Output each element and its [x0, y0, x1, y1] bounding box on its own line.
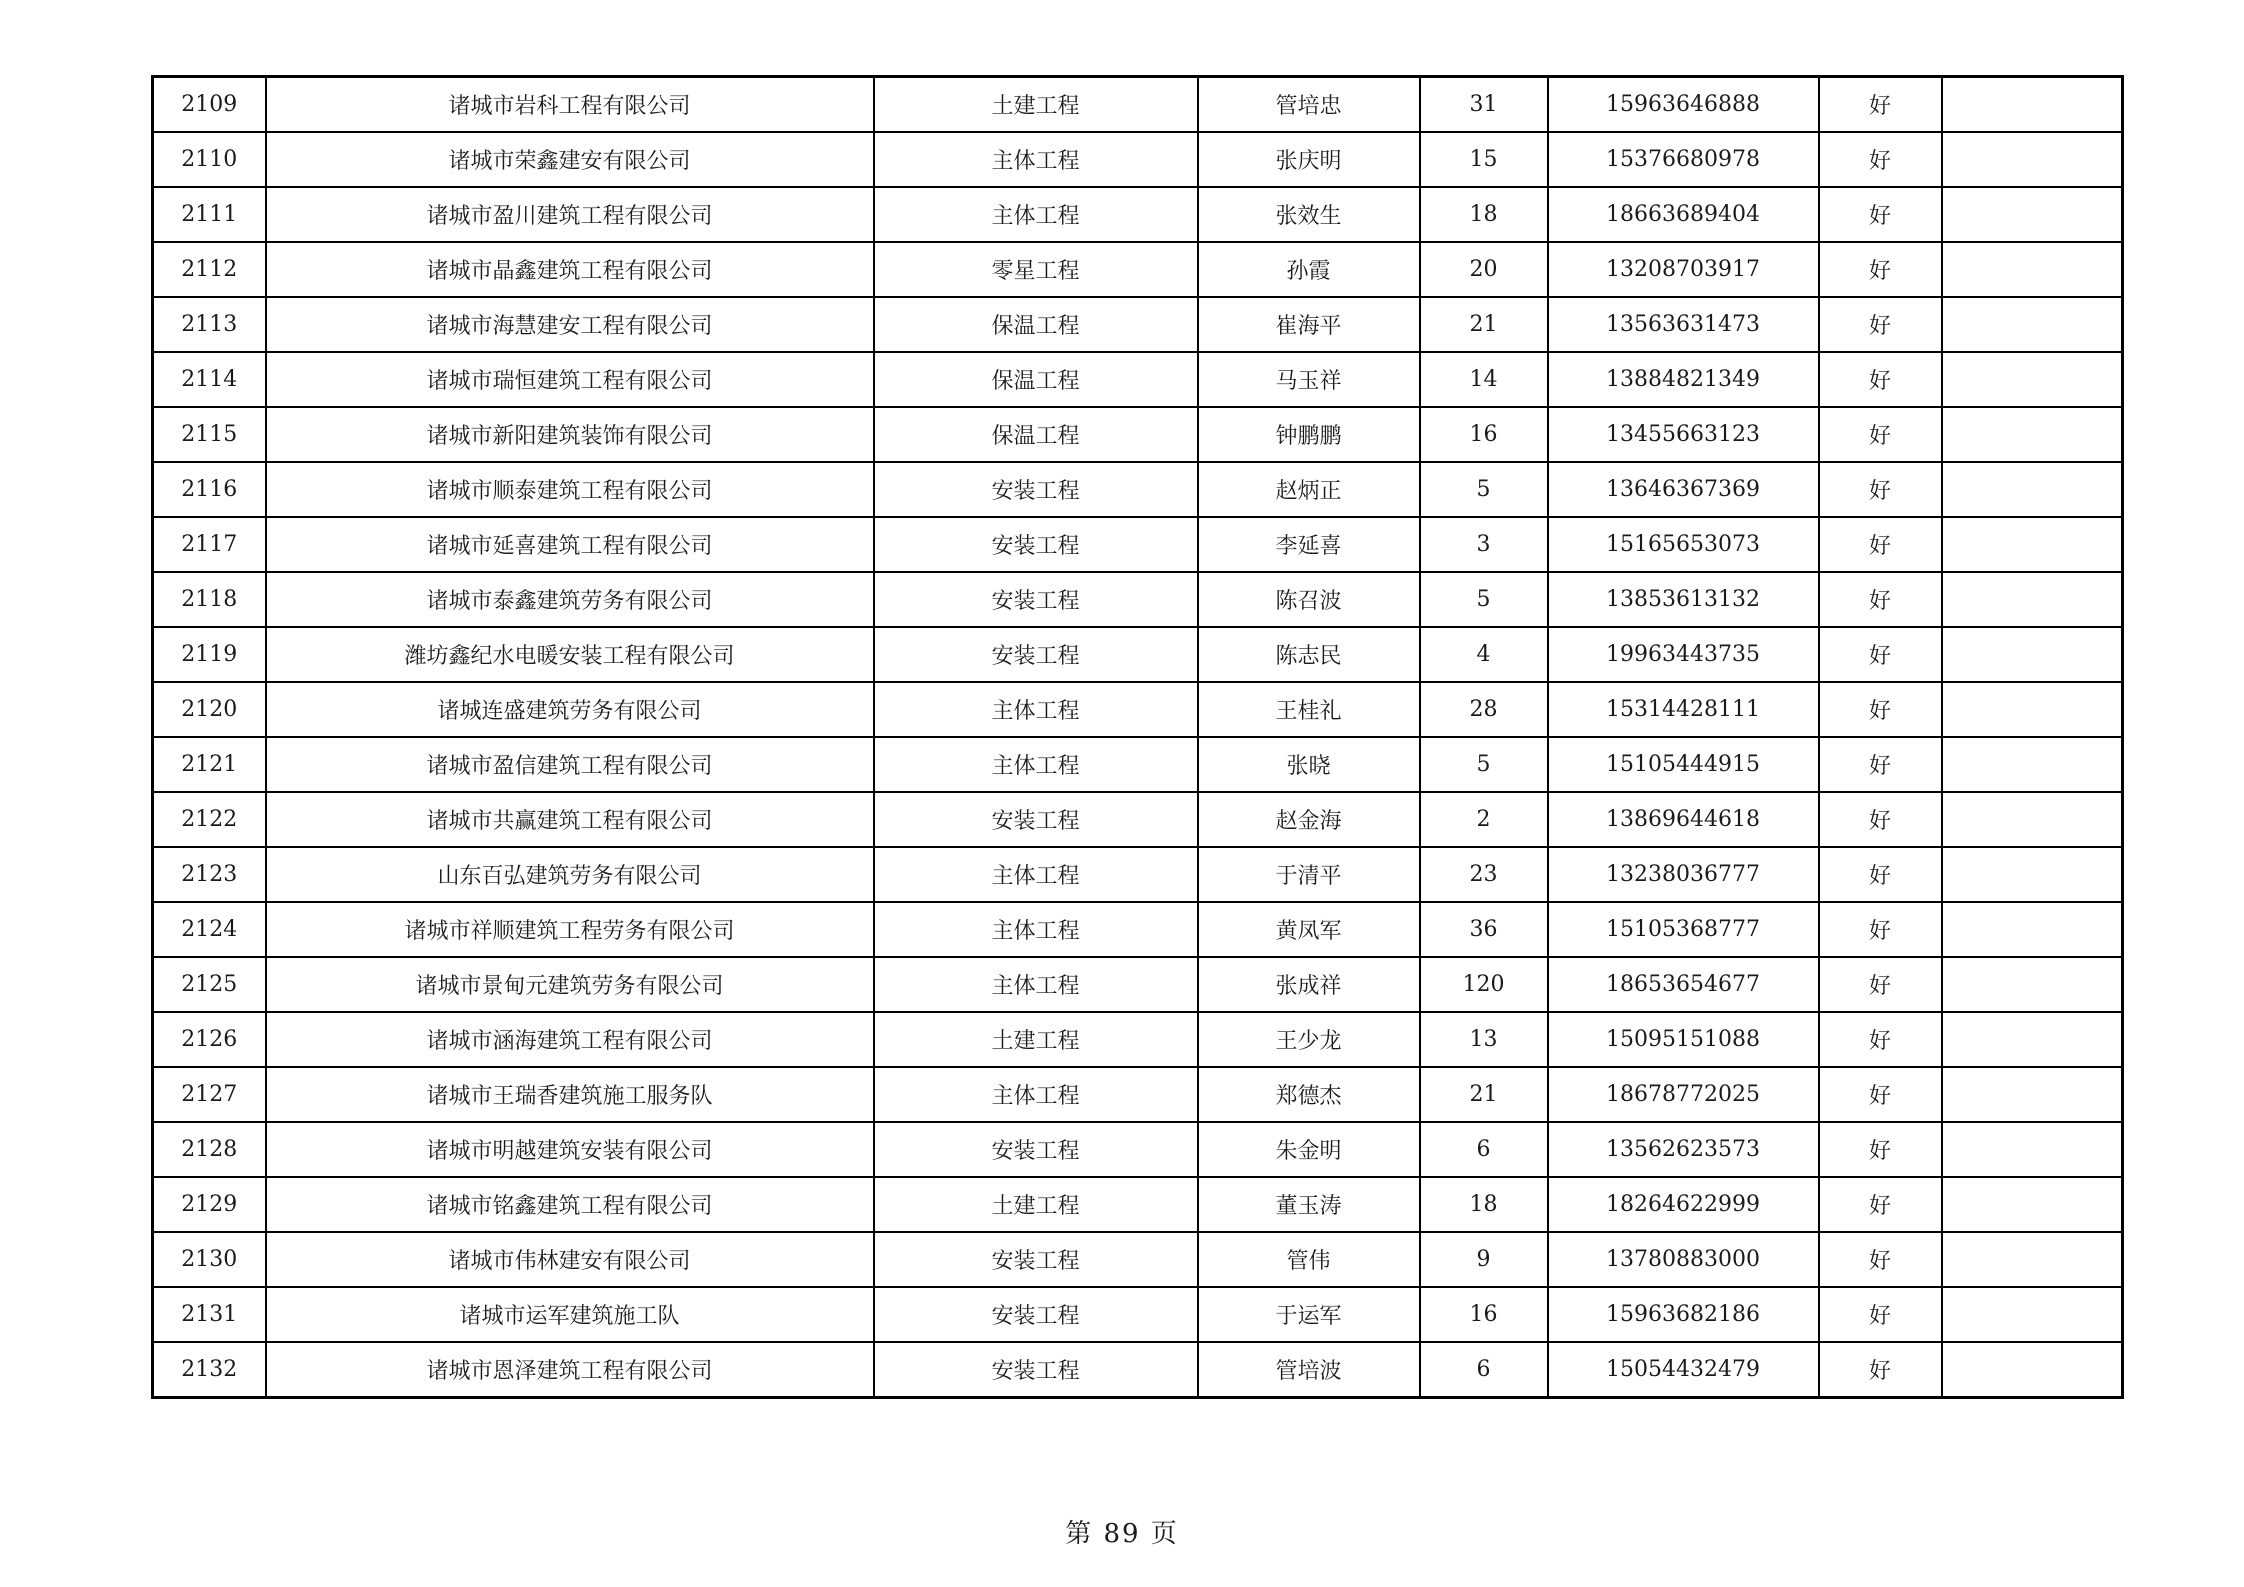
table-row: [153, 1067, 2123, 1122]
worker-count-cell: 21: [1420, 1067, 1548, 1122]
company-name-cell: 诸城市晶鑫建筑工程有限公司: [266, 242, 874, 297]
work-type-cell: 安装工程: [874, 627, 1198, 682]
table-row: [153, 682, 2123, 737]
table-row: [153, 517, 2123, 572]
phone-number-cell: 13853613132: [1548, 572, 1819, 627]
row-number-cell: 2120: [153, 682, 266, 737]
row-number-cell: 2119: [153, 627, 266, 682]
table-row: [153, 847, 2123, 902]
work-type-cell: 主体工程: [874, 902, 1198, 957]
work-type-cell: 主体工程: [874, 187, 1198, 242]
worker-count-cell: 3: [1420, 517, 1548, 572]
row-number-cell: 2125: [153, 957, 266, 1012]
row-number-cell: 2121: [153, 737, 266, 792]
phone-number-cell: 13238036777: [1548, 847, 1819, 902]
phone-number-cell: 15105368777: [1548, 902, 1819, 957]
company-name-cell: 诸城市运军建筑施工队: [266, 1287, 874, 1342]
contact-person-cell: 陈志民: [1198, 627, 1420, 682]
company-name-cell: 诸城市景甸元建筑劳务有限公司: [266, 957, 874, 1012]
remarks-cell: [1942, 1067, 2123, 1122]
phone-number-cell: 15376680978: [1548, 132, 1819, 187]
contact-person-cell: 张成祥: [1198, 957, 1420, 1012]
table-row: [153, 792, 2123, 847]
table-row: [153, 242, 2123, 297]
worker-count-cell: 6: [1420, 1342, 1548, 1398]
row-number-cell: 2115: [153, 407, 266, 462]
contact-person-cell: 张效生: [1198, 187, 1420, 242]
company-name-cell: 诸城市王瑞香建筑施工服务队: [266, 1067, 874, 1122]
remarks-cell: [1942, 737, 2123, 792]
contact-person-cell: 赵炳正: [1198, 462, 1420, 517]
worker-count-cell: 5: [1420, 737, 1548, 792]
table-row: [153, 1342, 2123, 1398]
work-type-cell: 安装工程: [874, 1232, 1198, 1287]
company-name-cell: 诸城市瑞恒建筑工程有限公司: [266, 352, 874, 407]
worker-count-cell: 6: [1420, 1122, 1548, 1177]
work-type-cell: 主体工程: [874, 847, 1198, 902]
company-name-cell: 诸城市岩科工程有限公司: [266, 77, 874, 133]
worker-count-cell: 23: [1420, 847, 1548, 902]
worker-count-cell: 120: [1420, 957, 1548, 1012]
table-row: [153, 297, 2123, 352]
phone-number-cell: 15095151088: [1548, 1012, 1819, 1067]
worker-count-cell: 16: [1420, 407, 1548, 462]
worker-count-cell: 15: [1420, 132, 1548, 187]
company-name-cell: 潍坊鑫纪水电暖安装工程有限公司: [266, 627, 874, 682]
row-number-cell: 2127: [153, 1067, 266, 1122]
company-name-cell: 山东百弘建筑劳务有限公司: [266, 847, 874, 902]
work-type-cell: 安装工程: [874, 1287, 1198, 1342]
rating-cell: 好: [1819, 682, 1942, 737]
worker-count-cell: 4: [1420, 627, 1548, 682]
phone-number-cell: 18264622999: [1548, 1177, 1819, 1232]
row-number-cell: 2126: [153, 1012, 266, 1067]
remarks-cell: [1942, 407, 2123, 462]
rating-cell: 好: [1819, 1012, 1942, 1067]
row-number-cell: 2124: [153, 902, 266, 957]
worker-count-cell: 18: [1420, 1177, 1548, 1232]
phone-number-cell: 18653654677: [1548, 957, 1819, 1012]
contact-person-cell: 黄凤军: [1198, 902, 1420, 957]
company-name-cell: 诸城市泰鑫建筑劳务有限公司: [266, 572, 874, 627]
row-number-cell: 2116: [153, 462, 266, 517]
remarks-cell: [1942, 242, 2123, 297]
row-number-cell: 2131: [153, 1287, 266, 1342]
row-number-cell: 2122: [153, 792, 266, 847]
company-name-cell: 诸城市祥顺建筑工程劳务有限公司: [266, 902, 874, 957]
company-name-cell: 诸城市顺泰建筑工程有限公司: [266, 462, 874, 517]
row-number-cell: 2112: [153, 242, 266, 297]
contact-person-cell: 董玉涛: [1198, 1177, 1420, 1232]
contact-person-cell: 管伟: [1198, 1232, 1420, 1287]
worker-count-cell: 16: [1420, 1287, 1548, 1342]
phone-number-cell: 13455663123: [1548, 407, 1819, 462]
company-name-cell: 诸城市明越建筑安装有限公司: [266, 1122, 874, 1177]
row-number-cell: 2123: [153, 847, 266, 902]
contact-person-cell: 王桂礼: [1198, 682, 1420, 737]
table-row: [153, 1232, 2123, 1287]
phone-number-cell: 15165653073: [1548, 517, 1819, 572]
contact-person-cell: 于运军: [1198, 1287, 1420, 1342]
table-row: [153, 1012, 2123, 1067]
worker-count-cell: 21: [1420, 297, 1548, 352]
company-name-cell: 诸城连盛建筑劳务有限公司: [266, 682, 874, 737]
company-name-cell: 诸城市恩泽建筑工程有限公司: [266, 1342, 874, 1398]
remarks-cell: [1942, 297, 2123, 352]
rating-cell: 好: [1819, 627, 1942, 682]
rating-cell: 好: [1819, 297, 1942, 352]
work-type-cell: 主体工程: [874, 1067, 1198, 1122]
company-name-cell: 诸城市伟林建安有限公司: [266, 1232, 874, 1287]
remarks-cell: [1942, 1012, 2123, 1067]
table-row: [153, 132, 2123, 187]
phone-number-cell: 13869644618: [1548, 792, 1819, 847]
work-type-cell: 零星工程: [874, 242, 1198, 297]
remarks-cell: [1942, 957, 2123, 1012]
remarks-cell: [1942, 847, 2123, 902]
rating-cell: 好: [1819, 1342, 1942, 1398]
contact-person-cell: 张庆明: [1198, 132, 1420, 187]
rating-cell: 好: [1819, 187, 1942, 242]
worker-count-cell: 2: [1420, 792, 1548, 847]
remarks-cell: [1942, 1232, 2123, 1287]
remarks-cell: [1942, 517, 2123, 572]
table-row: [153, 572, 2123, 627]
rating-cell: 好: [1819, 462, 1942, 517]
table-row: [153, 902, 2123, 957]
phone-number-cell: 18678772025: [1548, 1067, 1819, 1122]
rating-cell: 好: [1819, 1122, 1942, 1177]
row-number-cell: 2113: [153, 297, 266, 352]
phone-number-cell: 13562623573: [1548, 1122, 1819, 1177]
remarks-cell: [1942, 902, 2123, 957]
rating-cell: 好: [1819, 737, 1942, 792]
work-type-cell: 保温工程: [874, 352, 1198, 407]
work-type-cell: 安装工程: [874, 792, 1198, 847]
work-type-cell: 安装工程: [874, 1342, 1198, 1398]
company-name-cell: 诸城市盈川建筑工程有限公司: [266, 187, 874, 242]
row-number-cell: 2132: [153, 1342, 266, 1398]
table-row: [153, 627, 2123, 682]
table-row: [153, 1287, 2123, 1342]
table-row: [153, 187, 2123, 242]
work-type-cell: 土建工程: [874, 1012, 1198, 1067]
rating-cell: 好: [1819, 1067, 1942, 1122]
rating-cell: 好: [1819, 847, 1942, 902]
table-row: [153, 957, 2123, 1012]
remarks-cell: [1942, 572, 2123, 627]
contact-person-cell: 赵金海: [1198, 792, 1420, 847]
table-row: [153, 737, 2123, 792]
contact-person-cell: 崔海平: [1198, 297, 1420, 352]
company-name-cell: 诸城市盈信建筑工程有限公司: [266, 737, 874, 792]
contact-person-cell: 张晓: [1198, 737, 1420, 792]
rating-cell: 好: [1819, 902, 1942, 957]
contractor-table: [151, 75, 2124, 1399]
rating-cell: 好: [1819, 1177, 1942, 1232]
work-type-cell: 保温工程: [874, 297, 1198, 352]
company-name-cell: 诸城市新阳建筑装饰有限公司: [266, 407, 874, 462]
work-type-cell: 安装工程: [874, 462, 1198, 517]
company-name-cell: 诸城市荣鑫建安有限公司: [266, 132, 874, 187]
table-row: [153, 77, 2123, 133]
contact-person-cell: 郑德杰: [1198, 1067, 1420, 1122]
rating-cell: 好: [1819, 407, 1942, 462]
company-name-cell: 诸城市铭鑫建筑工程有限公司: [266, 1177, 874, 1232]
table-row: [153, 1122, 2123, 1177]
phone-number-cell: 13208703917: [1548, 242, 1819, 297]
remarks-cell: [1942, 132, 2123, 187]
contact-person-cell: 管培波: [1198, 1342, 1420, 1398]
table-row: [153, 407, 2123, 462]
rating-cell: 好: [1819, 1232, 1942, 1287]
row-number-cell: 2129: [153, 1177, 266, 1232]
rating-cell: 好: [1819, 242, 1942, 297]
remarks-cell: [1942, 1177, 2123, 1232]
rating-cell: 好: [1819, 77, 1942, 133]
table-row: [153, 1177, 2123, 1232]
phone-number-cell: 13646367369: [1548, 462, 1819, 517]
phone-number-cell: 15054432479: [1548, 1342, 1819, 1398]
remarks-cell: [1942, 792, 2123, 847]
remarks-cell: [1942, 1287, 2123, 1342]
rating-cell: 好: [1819, 132, 1942, 187]
remarks-cell: [1942, 462, 2123, 517]
worker-count-cell: 36: [1420, 902, 1548, 957]
remarks-cell: [1942, 1342, 2123, 1398]
row-number-cell: 2117: [153, 517, 266, 572]
work-type-cell: 保温工程: [874, 407, 1198, 462]
rating-cell: 好: [1819, 792, 1942, 847]
phone-number-cell: 13563631473: [1548, 297, 1819, 352]
row-number-cell: 2109: [153, 77, 266, 133]
contact-person-cell: 管培忠: [1198, 77, 1420, 133]
phone-number-cell: 13884821349: [1548, 352, 1819, 407]
contact-person-cell: 朱金明: [1198, 1122, 1420, 1177]
worker-count-cell: 28: [1420, 682, 1548, 737]
work-type-cell: 安装工程: [874, 572, 1198, 627]
worker-count-cell: 20: [1420, 242, 1548, 297]
worker-count-cell: 14: [1420, 352, 1548, 407]
worker-count-cell: 5: [1420, 572, 1548, 627]
page-number: 第 89 页: [1065, 1519, 1179, 1549]
company-name-cell: 诸城市共赢建筑工程有限公司: [266, 792, 874, 847]
company-name-cell: 诸城市海慧建安工程有限公司: [266, 297, 874, 352]
work-type-cell: 主体工程: [874, 957, 1198, 1012]
contact-person-cell: 孙霞: [1198, 242, 1420, 297]
row-number-cell: 2114: [153, 352, 266, 407]
contact-person-cell: 钟鹏鹏: [1198, 407, 1420, 462]
phone-number-cell: 15963646888: [1548, 77, 1819, 133]
rating-cell: 好: [1819, 352, 1942, 407]
row-number-cell: 2118: [153, 572, 266, 627]
table-row: [153, 462, 2123, 517]
worker-count-cell: 9: [1420, 1232, 1548, 1287]
table-row: [153, 352, 2123, 407]
work-type-cell: 主体工程: [874, 682, 1198, 737]
remarks-cell: [1942, 682, 2123, 737]
row-number-cell: 2130: [153, 1232, 266, 1287]
rating-cell: 好: [1819, 572, 1942, 627]
phone-number-cell: 15105444915: [1548, 737, 1819, 792]
work-type-cell: 主体工程: [874, 132, 1198, 187]
contact-person-cell: 于清平: [1198, 847, 1420, 902]
remarks-cell: [1942, 1122, 2123, 1177]
work-type-cell: 土建工程: [874, 1177, 1198, 1232]
work-type-cell: 安装工程: [874, 517, 1198, 572]
company-name-cell: 诸城市涵海建筑工程有限公司: [266, 1012, 874, 1067]
worker-count-cell: 18: [1420, 187, 1548, 242]
remarks-cell: [1942, 187, 2123, 242]
row-number-cell: 2111: [153, 187, 266, 242]
company-name-cell: 诸城市延喜建筑工程有限公司: [266, 517, 874, 572]
work-type-cell: 主体工程: [874, 737, 1198, 792]
phone-number-cell: 19963443735: [1548, 627, 1819, 682]
rating-cell: 好: [1819, 957, 1942, 1012]
worker-count-cell: 31: [1420, 77, 1548, 133]
phone-number-cell: 15963682186: [1548, 1287, 1819, 1342]
phone-number-cell: 18663689404: [1548, 187, 1819, 242]
rating-cell: 好: [1819, 517, 1942, 572]
table-body: [153, 77, 2123, 1398]
contact-person-cell: 陈召波: [1198, 572, 1420, 627]
contact-person-cell: 马玉祥: [1198, 352, 1420, 407]
contact-person-cell: 李延喜: [1198, 517, 1420, 572]
row-number-cell: 2128: [153, 1122, 266, 1177]
row-number-cell: 2110: [153, 132, 266, 187]
phone-number-cell: 15314428111: [1548, 682, 1819, 737]
rating-cell: 好: [1819, 1287, 1942, 1342]
remarks-cell: [1942, 352, 2123, 407]
phone-number-cell: 13780883000: [1548, 1232, 1819, 1287]
work-type-cell: 安装工程: [874, 1122, 1198, 1177]
remarks-cell: [1942, 77, 2123, 133]
contact-person-cell: 王少龙: [1198, 1012, 1420, 1067]
remarks-cell: [1942, 627, 2123, 682]
worker-count-cell: 13: [1420, 1012, 1548, 1067]
work-type-cell: 土建工程: [874, 77, 1198, 133]
worker-count-cell: 5: [1420, 462, 1548, 517]
